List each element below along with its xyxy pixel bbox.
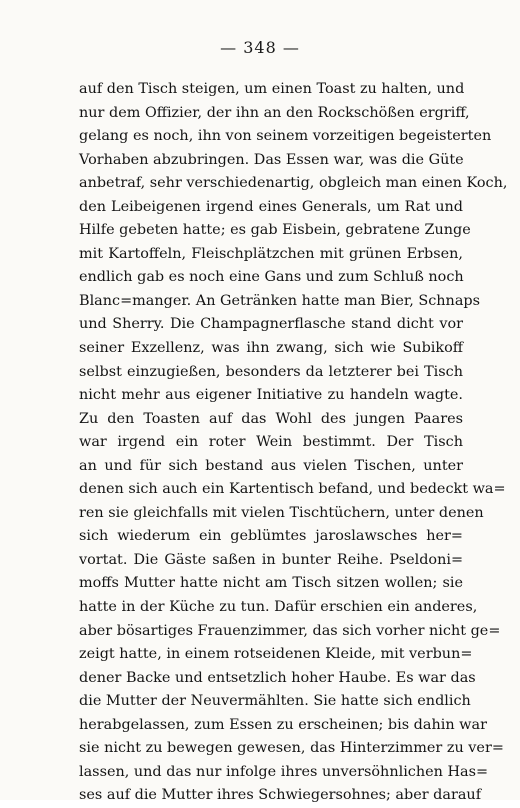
- text-line: Vorhaben abzubringen. Das Essen war, was die Güte: [79, 151, 464, 168]
- text-line: zeigt hatte, in einem rotseidenen Kleide, mit verbun=: [79, 646, 473, 663]
- text-line: Blanc=manger. An Getränken hatte man Bier, Schnaps: [79, 292, 480, 309]
- text-line: herabgelassen, zum Essen zu erscheinen; bis dahin war: [79, 716, 487, 733]
- text-line: den Leibeigenen irgend eines Generals, um Rat und: [79, 198, 463, 215]
- text-line: Zu den Toasten auf das Wohl des jungen Paares: [79, 410, 463, 427]
- text-line: nur dem Offizier, der ihn an den Rockschößen ergriff,: [79, 104, 470, 121]
- text-line: mit Kartoffeln, Fleischplätzchen mit grünen Erbsen,: [79, 245, 463, 262]
- text-line: seiner Exzellenz, was ihn zwang, sich wie Subikoff: [79, 340, 463, 357]
- text-line: Hilfe gebeten hatte; es gab Eisbein, gebratene Zunge: [79, 222, 471, 239]
- text-line: ren sie gleichfalls mit vielen Tischtüchern, unter denen: [79, 504, 484, 521]
- text-line: nicht mehr aus eigener Initiative zu handeln wagte.: [79, 387, 463, 404]
- text-line: sich wiederum ein geblümtes jaroslawsches her=: [79, 528, 463, 545]
- text-line: auf den Tisch steigen, um einen Toast zu halten, und: [79, 81, 465, 97]
- text-line: war irgend ein roter Wein bestimmt. Der Tisch: [79, 434, 463, 451]
- text-line: ses auf die Mutter ihres Schwiegersohnes; aber darauf: [79, 787, 482, 804]
- text-line: selbst einzugießen, besonders da letzterer bei Tisch: [79, 363, 463, 380]
- text-line: hatte in der Küche zu tun. Dafür erschien ein anderes,: [79, 599, 478, 616]
- text-line: vortat. Die Gäste saßen in bunter Reihe. Pseldoni=: [79, 551, 463, 568]
- text-line: endlich gab es noch eine Gans und zum Schluß noch: [79, 269, 464, 286]
- text-line: denen sich auch ein Kartentisch befand, und bedeckt wa=: [79, 481, 506, 498]
- text-line: die Mutter der Neuvermählten. Sie hatte sich endlich: [79, 693, 471, 710]
- text-line: gelang es noch, ihn von seinem vorzeitigen begeisterten: [79, 128, 492, 145]
- text-line: anbetraf, sehr verschiedenartig, obgleich man einen Koch,: [79, 175, 508, 192]
- text-line: an und für sich bestand aus vielen Tischen, unter: [79, 457, 463, 474]
- text-line: dener Backe und entsetzlich hoher Haube. Es war das: [79, 669, 476, 686]
- text-line: lassen, und das nur infolge ihres unversöhnlichen Has=: [79, 763, 489, 780]
- page-number: — 348 —: [220, 38, 300, 57]
- text-line: moffs Mutter hatte nicht am Tisch sitzen wollen; sie: [79, 575, 463, 592]
- text-line: aber bösartiges Frauenzimmer, das sich vorher nicht ge=: [79, 622, 501, 639]
- text-line: und Sherry. Die Champagnerflasche stand dicht vor: [79, 316, 463, 333]
- body-text: [79, 78, 508, 808]
- text-line: sie nicht zu bewegen gewesen, das Hinterzimmer zu ver=: [79, 740, 504, 757]
